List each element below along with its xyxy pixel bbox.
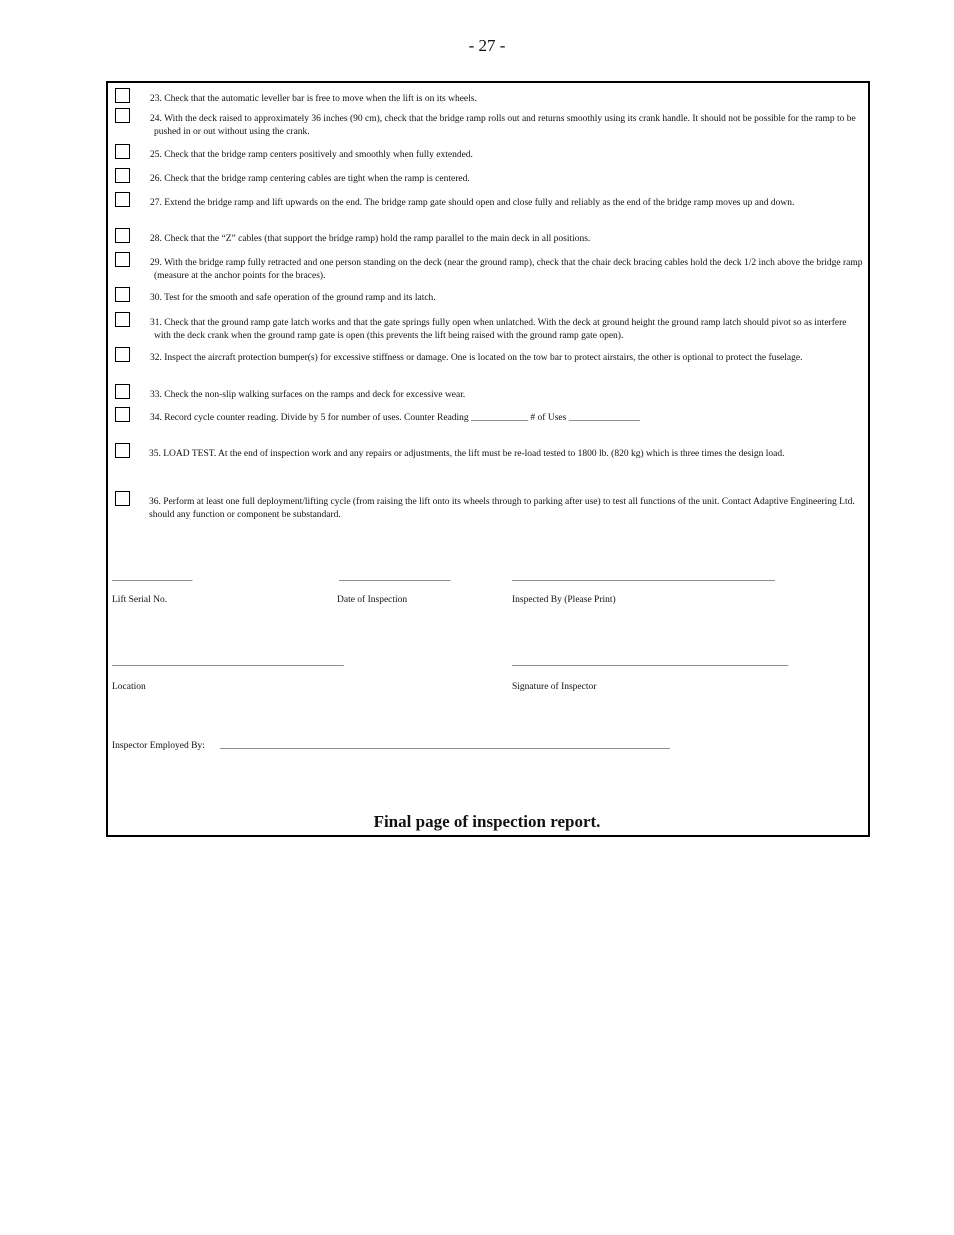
item-25-text: 25. Check that the bridge ramp centers positively and smoothly when fully extended.: [150, 150, 473, 160]
employed-by-label: Inspector Employed By:: [112, 741, 205, 751]
location-label: Location: [112, 682, 146, 692]
date-of-inspection-line[interactable]: _________________________: [339, 573, 451, 583]
checkbox-item-27[interactable]: [115, 192, 130, 207]
item-29-text: 29. With the bridge ramp fully retracted and one person standing on the deck (near the ground ramp), check that the chair deck bracing cables hold the deck 1/2 inch above the bridge ramp (measure at the anchor points for the braces).: [150, 258, 863, 281]
inspected-by-label: Inspected By (Please Print): [512, 595, 616, 605]
checkbox-item-33[interactable]: [115, 384, 130, 399]
checkbox-item-30[interactable]: [115, 287, 130, 302]
checkbox-item-36[interactable]: [115, 491, 130, 506]
page-number: - 27 -: [468, 36, 506, 55]
signature-line[interactable]: ______________________________________________________________: [512, 658, 788, 668]
item-26-text: 26. Check that the bridge ramp centering cables are tight when the ramp is centered.: [150, 174, 470, 184]
serial-number-line[interactable]: __________________: [112, 573, 193, 583]
item-27-text: 27. Extend the bridge ramp and lift upwards on the end. The bridge ramp gate should open and close fully and reliably as the end of the bridge ramp moves up and down.: [150, 198, 795, 208]
checkbox-item-23[interactable]: [115, 88, 130, 103]
signature-label: Signature of Inspector: [512, 682, 597, 692]
item-28-text: 28. Check that the “Z” cables (that support the bridge ramp) hold the ramp parallel to the main deck in all positions.: [150, 234, 591, 244]
serial-number-label: Lift Serial No.: [112, 595, 168, 605]
checkbox-item-25[interactable]: [115, 144, 130, 159]
item-36-text: 36. Perform at least one full deployment/lifting cycle (from raising the lift onto its wheels through to parking after use) to test all functions of the unit. Contact Adaptive Engineering Ltd. should any function or component be substandard.: [149, 497, 855, 520]
checkbox-item-24[interactable]: [115, 108, 130, 123]
checkbox-item-32[interactable]: [115, 347, 130, 362]
checkbox-item-31[interactable]: [115, 312, 130, 327]
employed-by-line[interactable]: _____________________________________________________________________________________________________: [220, 741, 670, 751]
checkbox-item-29[interactable]: [115, 252, 130, 267]
checkbox-item-28[interactable]: [115, 228, 130, 243]
item-31-text: 31. Check that the ground ramp gate latch works and that the gate springs fully open when unlatched. With the deck at ground height the ground ramp latch should pivot so as interfere with the deck crank when the ground ramp gate is open (this prevents the lift being raised with the ground ramp gate open).: [150, 318, 847, 341]
checkbox-item-35[interactable]: [115, 443, 130, 458]
checkbox-item-26[interactable]: [115, 168, 130, 183]
item-35-text: 35. LOAD TEST. At the end of inspection work and any repairs or adjustments, the lift must be re-load tested to 1800 lb. (820 kg) which is three times the design load.: [149, 449, 785, 459]
item-30-text: 30. Test for the smooth and safe operation of the ground ramp and its latch.: [150, 293, 436, 303]
checkbox-item-34[interactable]: [115, 407, 130, 422]
inspected-by-line[interactable]: ___________________________________________________________: [512, 573, 775, 583]
item-34-text: 34. Record cycle counter reading. Divide by 5 for number of uses. Counter Reading ____________ # of Uses _______________: [150, 413, 640, 423]
item-32-text: 32. Inspect the aircraft protection bumper(s) for excessive stiffness or damage. One is located on the tow bar to protect airstairs, the other is optional to protect the fuselage.: [150, 353, 803, 363]
date-of-inspection-label: Date of Inspection: [337, 595, 408, 605]
item-33-text: 33. Check the non-slip walking surfaces on the ramps and deck for excessive wear.: [150, 390, 466, 400]
final-page-note: Final page of inspection report.: [373, 812, 601, 831]
item-23-text: 23. Check that the automatic leveller bar is free to move when the lift is on its wheels.: [150, 94, 477, 104]
location-line[interactable]: ____________________________________________________: [112, 658, 344, 668]
item-24-text: 24. With the deck raised to approximately 36 inches (90 cm), check that the bridge ramp rolls out and returns smoothly using its crank handle. It should not be possible for the ramp to be pushed in or out without using the crank.: [150, 114, 856, 137]
